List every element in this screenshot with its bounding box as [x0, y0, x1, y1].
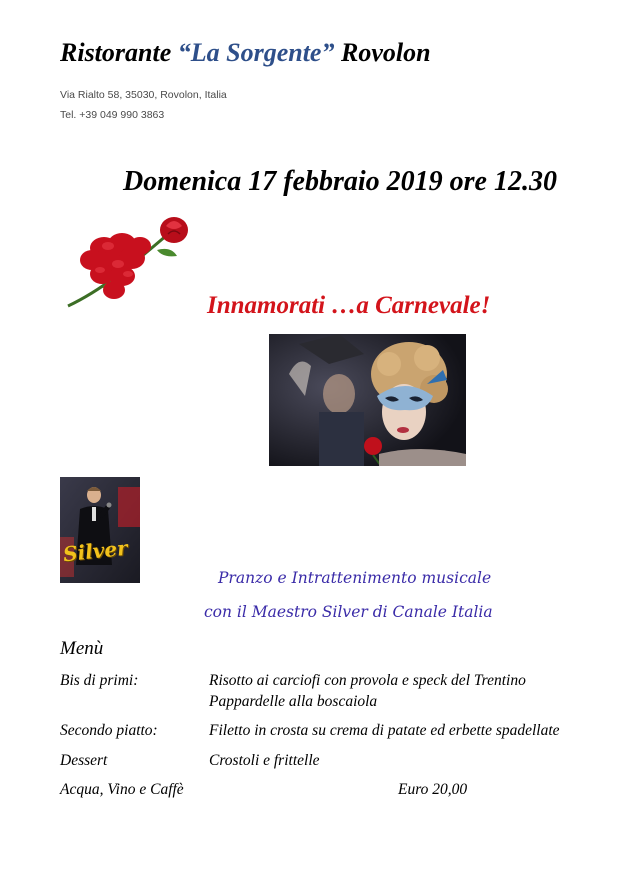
- menu-title: Menù: [60, 638, 104, 659]
- menu-item-label: Dessert: [60, 752, 108, 769]
- entertainment-line-2: con il Maestro Silver di Canale Italia: [204, 603, 493, 621]
- menu-price: Euro 20,00: [398, 781, 468, 798]
- silver-logo-text: Silver: [61, 535, 129, 567]
- phone-line: Tel. +39 049 990 3863: [60, 109, 165, 121]
- event-headline: Innamorati …a Carnevale!: [207, 292, 491, 319]
- singer-silver-photo: [60, 477, 140, 583]
- menu-item-value: Filetto in crosta su crema di patate ed erbette spadellate: [209, 722, 560, 739]
- menu-item-label: Acqua, Vino e Caffè: [60, 781, 184, 798]
- event-date: Domenica 17 febbraio 2019 ore 12.30: [123, 166, 557, 197]
- menu-item-value: Crostoli e frittelle: [209, 752, 320, 769]
- title-prefix: Ristorante: [60, 38, 178, 67]
- carnival-mask-photo: [269, 334, 466, 466]
- menu-item-label: Secondo piatto:: [60, 722, 158, 739]
- menu-item-value: Pappardelle alla boscaiola: [209, 693, 378, 710]
- menu-item-label: Bis di primi:: [60, 672, 139, 689]
- entertainment-line-1: Pranzo e Intrattenimento musicale: [218, 569, 492, 587]
- restaurant-title: [60, 38, 431, 68]
- menu-item-value: Risotto ai carciofi con provola e speck del Trentino: [209, 672, 526, 689]
- title-suffix: Rovolon: [334, 38, 431, 67]
- rose-heart-image: [62, 210, 198, 314]
- address-line: Via Rialto 58, 35030, Rovolon, Italia: [60, 89, 227, 101]
- title-accent: “La Sorgente”: [177, 38, 335, 67]
